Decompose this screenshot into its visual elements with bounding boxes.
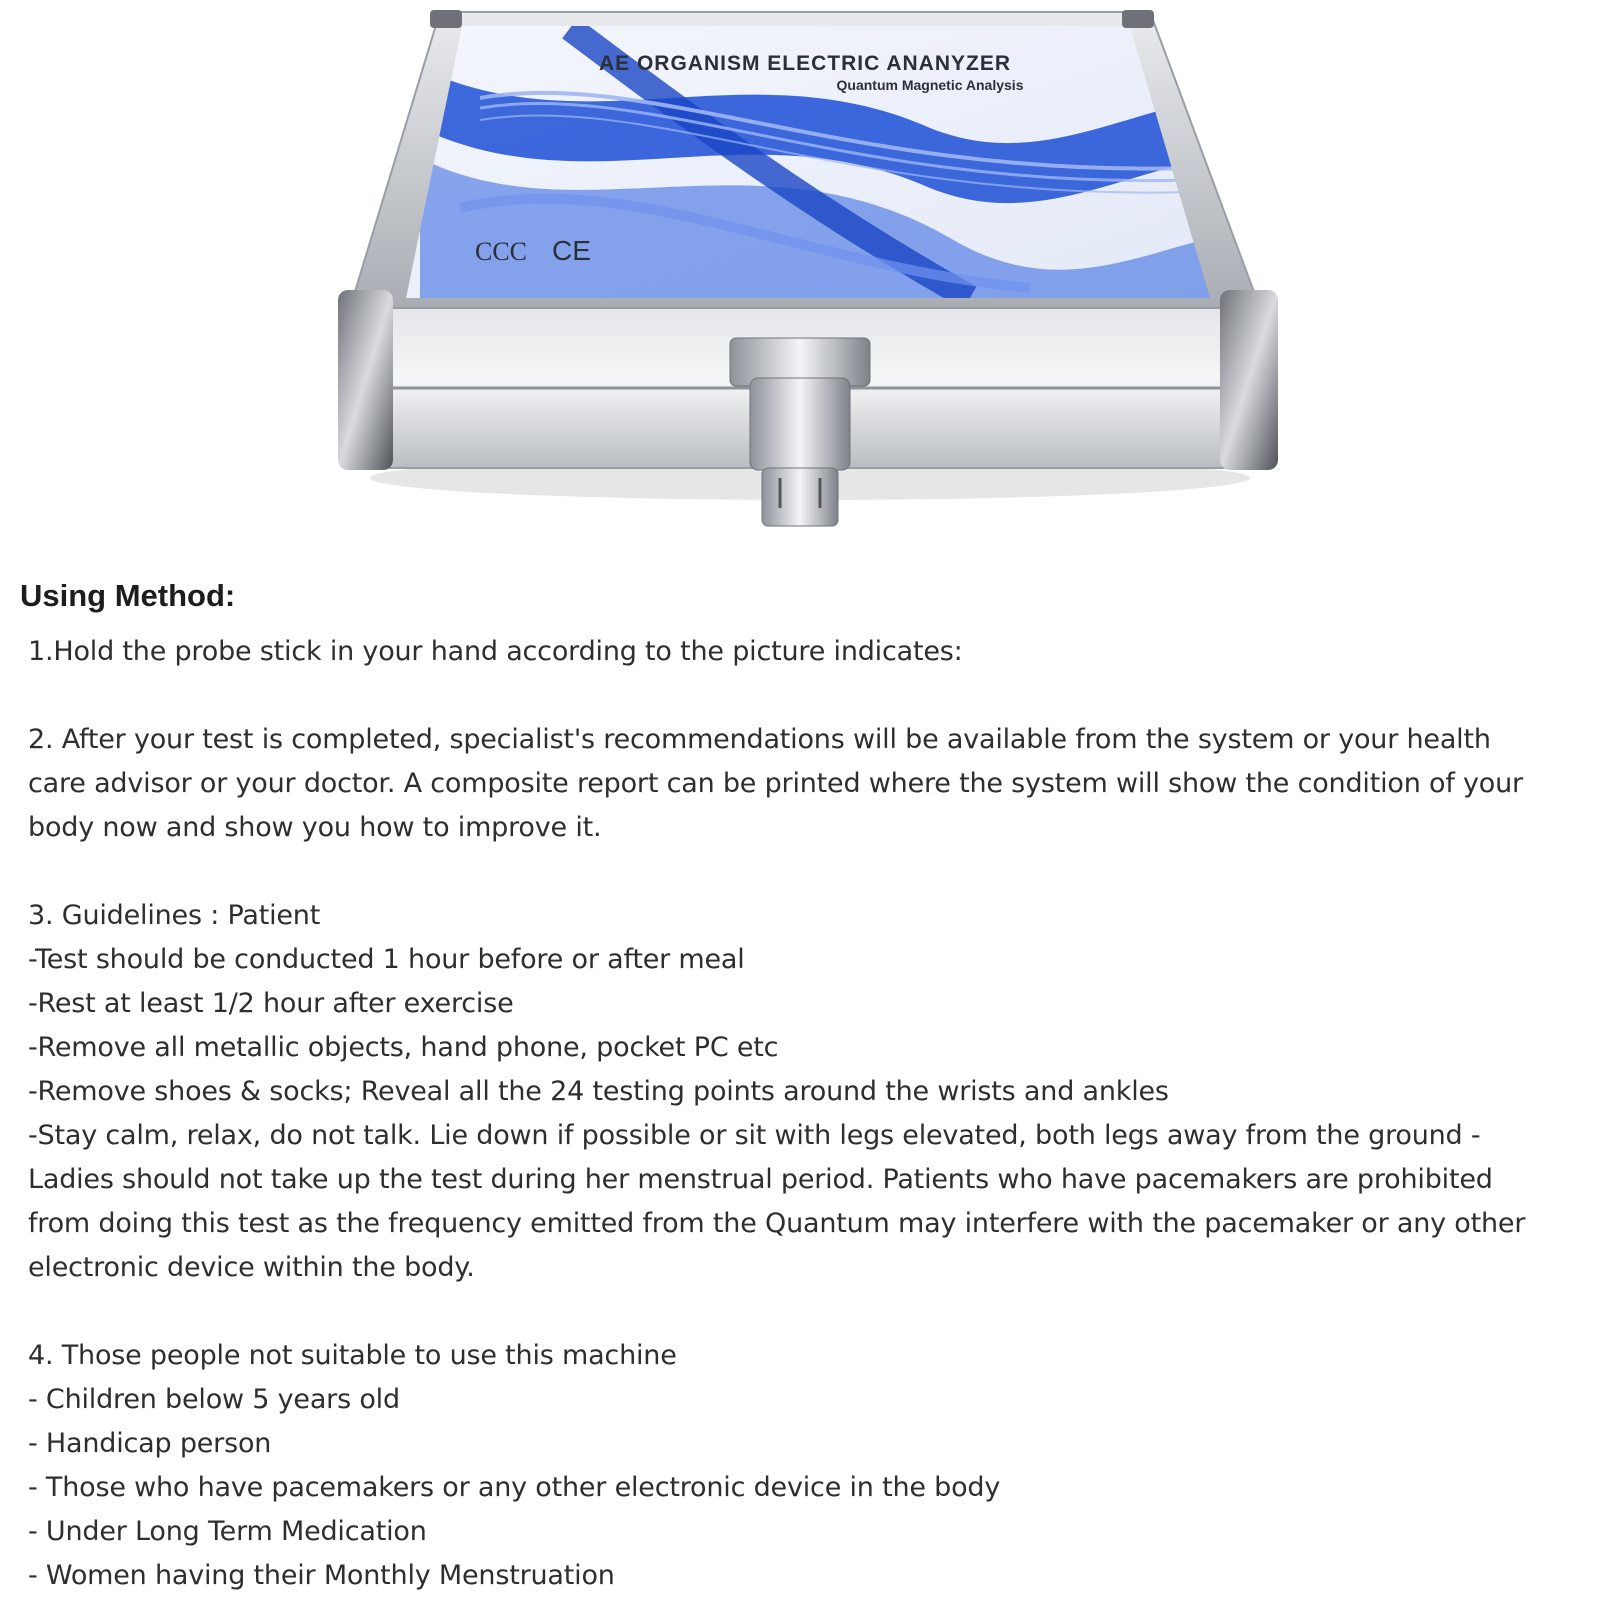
- ccc-mark: CCC: [475, 237, 528, 266]
- corner-cap-left: [338, 290, 393, 470]
- spacer: [28, 1290, 1588, 1334]
- guideline-item: -Test should be conducted 1 hour before or after meal: [28, 944, 745, 975]
- lid-subtitle: Quantum Magnetic Analysis: [836, 77, 1024, 93]
- guideline-item: -Stay calm, relax, do not talk. Lie down if possible or sit with legs elevated, both legs away from the ground -: [28, 1120, 1481, 1151]
- guideline-item: electronic device within the body.: [28, 1252, 475, 1283]
- instructions: [28, 630, 1588, 1598]
- step-2-line: care advisor or your doctor. A composite report can be printed where the system will show the condition of your: [28, 768, 1523, 799]
- guideline-item: Ladies should not take up the test during her menstrual period. Patients who have pacemakers are prohibited: [28, 1164, 1493, 1195]
- spacer: [28, 674, 1588, 718]
- step-4-title: 4. Those people not suitable to use this machine: [28, 1340, 677, 1371]
- unsuitable-item: - Women having their Monthly Menstruation: [28, 1560, 615, 1591]
- unsuitable-item: - Children below 5 years old: [28, 1384, 400, 1415]
- guideline-item: -Remove all metallic objects, hand phone, pocket PC etc: [28, 1032, 779, 1063]
- unsuitable-item: - Under Long Term Medication: [28, 1516, 427, 1547]
- ce-mark: CE: [552, 235, 591, 266]
- guideline-item: -Remove shoes & socks; Reveal all the 24 testing points around the wrists and ankles: [28, 1076, 1169, 1107]
- step-2-line: 2. After your test is completed, specialist's recommendations will be available from the system or your health: [28, 724, 1491, 755]
- guideline-item: -Rest at least 1/2 hour after exercise: [28, 988, 514, 1019]
- step-2-line: body now and show you how to improve it.: [28, 812, 602, 843]
- section-heading: Using Method:: [20, 578, 236, 613]
- spacer: [28, 850, 1588, 894]
- unsuitable-item: - Those who have pacemakers or any other electronic device in the body: [28, 1472, 1001, 1503]
- step-3-title: 3. Guidelines : Patient: [28, 900, 321, 931]
- product-photo: [330, 8, 1290, 548]
- guideline-item: from doing this test as the frequency emitted from the Quantum may interfere with the pacemaker or any other: [28, 1208, 1526, 1239]
- step-1-text: 1.Hold the probe stick in your hand according to the picture indicates:: [28, 636, 963, 667]
- unsuitable-item: - Handicap person: [28, 1428, 272, 1459]
- lid-title: AE ORGANISM ELECTRIC ANANYZER: [598, 52, 1012, 75]
- corner-cap-right: [1220, 290, 1278, 470]
